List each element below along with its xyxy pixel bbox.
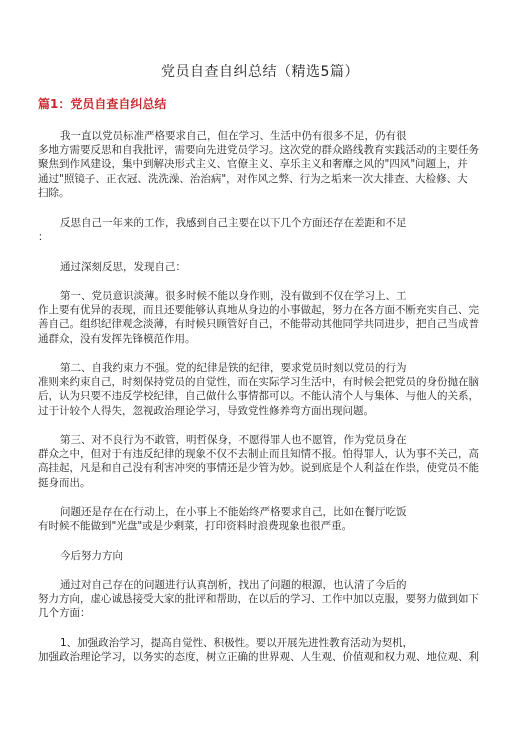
paragraph-line: 反思自己一年来的工作，我感到自己主要在以下几个方面还存在差距和不足 xyxy=(60,217,407,229)
paragraph-line: 作上要有优异的表现，而且还要能够认真地从身边的小事做起，努力在各方面不断充实自己、完 xyxy=(38,304,479,316)
paragraph-line: 通群众，没有发挥先锋模范作用。 xyxy=(38,333,196,345)
paragraph-line: 第二、自我约束力不强。党的纪律是铁的纪律，要求党员时刻以党员的行为 xyxy=(60,362,407,374)
paragraph-line: 通过深刻反思，发现自己： xyxy=(60,261,186,273)
section-heading: 篇1：党员自查自纠总结 xyxy=(38,97,167,111)
paragraph-line: 努力方向，虚心诚恳接受大家的批评和帮助，在以后的学习、工作中加以克服，要努力做到如下 xyxy=(38,593,479,605)
paragraph-line: 有时候不能做到"光盘"或是少剩菜，打印资料时浪费现象也很严重。 xyxy=(38,520,353,532)
document-title: 党员自查自纠总结（精选5篇） xyxy=(161,64,359,80)
paragraph-line: 今后努力方向 xyxy=(60,550,123,562)
paragraph-line: 善自己。组织纪律观念淡薄，有时候只顾管好自己，不能带动其他同学共同进步，把自己当成普 xyxy=(38,318,479,330)
paragraph-line: 过于计较个人得失，忽视政治理论学习，导致党性修养弯方面出现问题。 xyxy=(38,405,374,417)
paragraph-line: 第三、对不良行为不敢管，明哲保身，不愿得罪人也不愿管，作为党员身在 xyxy=(60,434,407,446)
paragraph-line: 通过对自己存在的问题进行认真剖析，找出了问题的根源，也认清了今后的 xyxy=(60,579,407,591)
paragraph-line: 几个方面： xyxy=(38,607,91,619)
paragraph-line: 1、加强政治学习，提高自觉性、积极性。要以开展先进性教育活动为契机， xyxy=(60,637,414,649)
paragraph-line: ： xyxy=(38,231,49,243)
paragraph-line: 通过"照镜子、正衣冠、洗洗澡、治治病"，对作风之弊、行为之垢来一次大排查、大检修、大 xyxy=(38,173,468,185)
paragraph-line: 准则来约束自己，时刻保持党员的自觉性，而在实际学习生活中，有时候会把党员的身份抛在脑 xyxy=(38,376,479,388)
paragraph-line: 聚焦到作风建设，集中到解决形式主义、官僚主义、享乐主义和奢靡之风的"四风"问题上，并 xyxy=(38,158,468,170)
paragraph-line: 挺身而出。 xyxy=(38,477,91,489)
paragraph-line: 群众之中，但对于有违反纪律的现象不仅不去制止而且知情不报。怕得罪人，认为事不关己，高 xyxy=(38,448,479,460)
paragraph-line: 多地方需要反思和自我批评，需要向先进党员学习。这次党的群众路线教育实践活动的主要任务 xyxy=(38,144,479,156)
paragraph-line: 扫除。 xyxy=(38,187,70,199)
paragraph-line: 我一直以党员标准严格要求自己，但在学习、生活中仍有很多不足，仍有很 xyxy=(60,130,407,142)
paragraph-line: 加强政治理论学习，以务实的态度，树立正确的世界观、人生观、价值观和权力观、地位观、利 xyxy=(38,651,479,663)
paragraph-line: 问题还是存在在行动上，在小事上不能始终严格要求自己，比如在餐厅吃饭 xyxy=(60,506,407,518)
paragraph-line: 高挂起，凡是和自己没有利害冲突的事情还是少管为妙。说到底是个人利益在作祟，使党员不能 xyxy=(38,462,479,474)
paragraph-line: 后，认为只要不违反学校纪律，自己做什么事情都可以。不能认清个人与集体、与他人的关系， xyxy=(38,390,479,402)
paragraph-line: 第一、党员意识淡薄。很多时候不能以身作则，没有做到不仅在学习上、工 xyxy=(60,290,407,302)
